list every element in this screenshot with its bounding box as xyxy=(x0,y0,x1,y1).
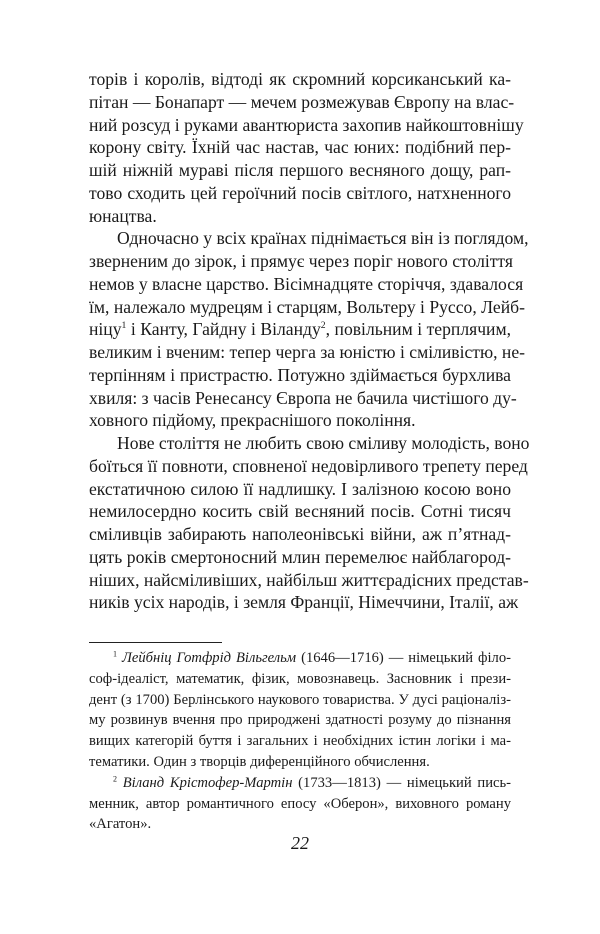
italic-name: Віланд Крістофер-Мартін xyxy=(122,774,293,791)
text-run: Нове століття не любить свою сміливу молодість, воно xyxy=(117,433,530,453)
text-run: ніших, найсміливіших, найбільш життєрадісних представ- xyxy=(89,569,529,590)
text-run: му розвинув вчення про природжені здатності розуму до пізнання xyxy=(89,712,511,729)
text-line xyxy=(89,182,511,205)
text-run: торів і королів, відтоді як скромний корсиканський ка- xyxy=(89,69,511,89)
text-run: хвиля: з часів Ренесансу Європа не бачила чистішого ду- xyxy=(89,387,517,408)
footnote-line xyxy=(89,710,511,731)
text-run: немилосердно косить свій весняний посів. Сотні тисяч xyxy=(89,501,511,522)
footnote-divider xyxy=(89,642,222,643)
text-line xyxy=(89,569,529,592)
text-line xyxy=(89,341,526,364)
text-line xyxy=(89,250,511,273)
text-run: ховного підйому, прекраснішого покоління. xyxy=(89,410,416,431)
text-run: немов у власне царство. Вісімнадцяте сторіччя, здавалося xyxy=(89,273,524,294)
text-run: екстатичною силою її надлишку. І залізною косою воно xyxy=(89,478,511,499)
text-line xyxy=(89,91,515,114)
text-line xyxy=(89,523,511,546)
text-line xyxy=(89,455,528,478)
footnote-line xyxy=(89,648,511,669)
text-run: (1646—1716) — німецький філо- xyxy=(296,650,511,666)
footnote-ref: 2 xyxy=(113,774,118,784)
text-run: тематики. Один з творців диференційного обчислення. xyxy=(89,753,430,770)
text-line xyxy=(89,591,519,614)
text-run: ників усіх народів, і земля Франції, Німеччини, Італії, аж xyxy=(89,592,519,613)
footnotes xyxy=(89,648,511,835)
text-run: шій ніжній мураві після першого весняного дощу, рап- xyxy=(89,160,511,180)
body-text xyxy=(89,68,530,614)
text-run: терпінням і пристрастю. Потужно здіймається бурхлива xyxy=(89,364,511,385)
text-run: ніцу xyxy=(89,319,122,340)
text-run: і Канту, Гайдну і Віланду xyxy=(126,319,321,340)
text-line xyxy=(89,296,525,319)
text-run: корону світу. Їхній час настав, час юних: подібний пер- xyxy=(89,137,511,158)
text-line xyxy=(89,68,511,91)
text-run: зверненим до зірок, і прямує через поріг нового століття xyxy=(89,251,513,271)
text-run: тово сходить цей героїчний посів світлого, натхненного xyxy=(89,182,511,203)
text-run: , повільним і терплячим, xyxy=(325,319,511,340)
text-run: Одночасно у всіх країнах піднімається він із поглядом, xyxy=(117,228,529,249)
footnote-ref: 1 xyxy=(113,649,118,659)
text-line xyxy=(89,136,511,159)
text-line xyxy=(89,205,511,228)
footnote-line xyxy=(89,773,511,794)
footnote-line xyxy=(89,669,511,690)
text-line xyxy=(89,318,511,341)
text-line xyxy=(89,432,530,455)
text-line xyxy=(89,273,524,296)
text-run: сміливців забирають наполеонівські війни, аж п’ятнад- xyxy=(89,524,511,544)
text-line xyxy=(89,114,524,137)
text-run: «Агатон». xyxy=(89,816,152,833)
text-run: юнацтва. xyxy=(89,205,157,226)
footnote-ref: 2 xyxy=(320,320,326,332)
text-run: боїться її повноти, сповненої недовірливого трепету перед xyxy=(89,455,528,476)
text-run: (1733—1813) — німецький пись- xyxy=(292,774,511,791)
text-run: пітан — Бонапарт — мечем розмежував Європу на влас- xyxy=(89,91,515,112)
text-run: цять років смертоносний млин перемелює найблагород- xyxy=(89,546,511,567)
footnote-line xyxy=(89,690,511,711)
text-line xyxy=(89,546,511,569)
text-run: великим і вченим: тепер черга за юністю і сміливістю, не- xyxy=(89,342,526,362)
text-line xyxy=(89,227,529,250)
text-line xyxy=(89,500,511,523)
italic-name: Лейбніц Готфрід Вільгельм xyxy=(122,650,297,666)
text-run: їм, належало мудрецям і старцям, Вольтеру і Руссо, Лейб- xyxy=(89,296,525,317)
text-run: вищих категорій буття і загальних і необхідних істин логіки і ма- xyxy=(89,733,511,750)
footnote-line xyxy=(89,794,511,815)
text-line xyxy=(89,387,517,410)
footnote-ref: 1 xyxy=(121,320,127,332)
text-run: менник, автор романтичного епосу «Оберон», виховного роману xyxy=(89,795,511,812)
text-line xyxy=(89,159,511,182)
text-line xyxy=(89,478,511,501)
text-run: ний розсуд і руками авантюриста захопив найкоштовнішу xyxy=(89,114,524,135)
text-run: дент (з 1700) Берлінського наукового товариства. У дусі раціоналіз- xyxy=(89,691,511,708)
text-line xyxy=(89,409,511,432)
footnote-line xyxy=(89,752,511,773)
text-line xyxy=(89,364,511,387)
footnote-line xyxy=(89,731,511,752)
text-run: соф-ідеаліст, математик, фізик, мовознавець. Засновник і прези- xyxy=(89,670,511,687)
page-number: 22 xyxy=(291,833,309,853)
